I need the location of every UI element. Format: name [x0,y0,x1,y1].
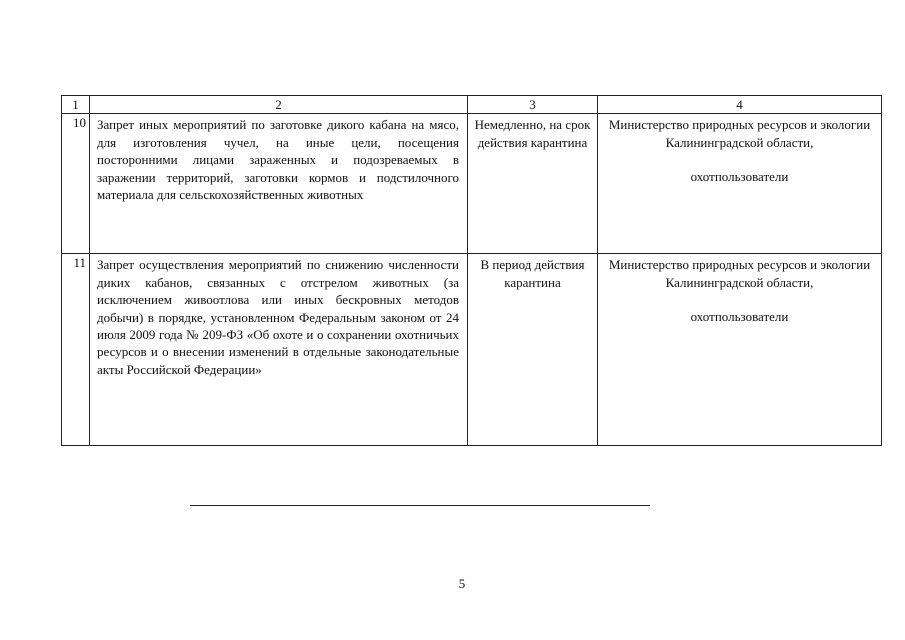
signature-line [190,505,650,506]
header-cell-4: 4 [598,96,882,114]
measures-table [61,95,882,446]
header-row [62,96,882,114]
responsible-ministry: Министерство природных ресурсов и экологии Калининградской области, [608,257,871,290]
page-number: 5 [458,576,466,591]
responsible-cell [598,114,882,254]
measure-text: Запрет осуществления мероприятий по снижению численности диких кабанов, связанных с отстрелом животных (за исключением живоотлова или иных бескровных методов добычи) в порядке, установленном Федеральным законом от 24 июля 2009 года № 209-ФЗ «Об охоте и о сохранении охотничьих ресурсов и о внесении изменений в отдельные законодательные акты Российской Федерации» [90,254,468,446]
table-row [62,254,882,446]
header-cell-1: 1 [62,96,90,114]
table-row [62,114,882,254]
responsible-cell [598,254,882,446]
header-cell-3: 3 [468,96,598,114]
responsible-hunters: охотпользователи [690,169,789,185]
timing-text: Немедленно, на срок действия карантина [468,114,598,254]
measure-text: Запрет иных мероприятий по заготовке дикого кабана на мясо, для изготовления чучел, на иные цели, посещения посторонними лицами зараженных и подозреваемых в заражении территорий, заготовки кормов и подстилочного материала для сельскохозяйственных животных [90,114,468,254]
row-number: 11 [62,254,90,446]
row-number: 10 [62,114,90,254]
timing-text: В период действия карантина [468,254,598,446]
header-cell-2: 2 [90,96,468,114]
responsible-ministry: Министерство природных ресурсов и экологии Калининградской области, [608,117,871,150]
responsible-hunters: охотпользователи [690,309,789,325]
